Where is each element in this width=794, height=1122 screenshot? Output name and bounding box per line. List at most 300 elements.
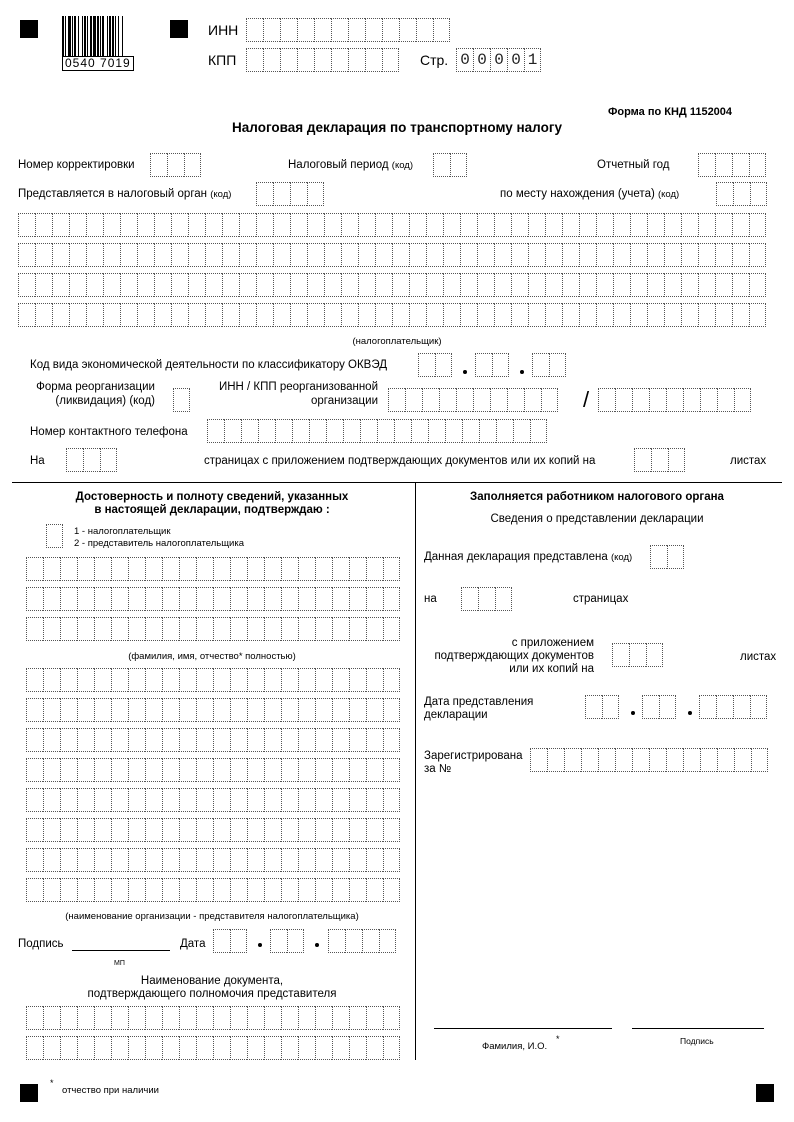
char-cell[interactable] [681, 303, 698, 327]
char-cell[interactable] [581, 748, 598, 772]
char-cell[interactable] [409, 213, 426, 237]
char-cell[interactable] [247, 1006, 264, 1030]
char-cell[interactable] [111, 788, 128, 812]
char-cell[interactable] [239, 243, 256, 267]
char-cell[interactable] [681, 273, 698, 297]
char-cell[interactable] [749, 243, 766, 267]
char-cell[interactable] [366, 617, 383, 641]
org-row[interactable] [26, 878, 400, 902]
char-cell[interactable] [383, 758, 400, 782]
char-cell[interactable] [145, 587, 162, 611]
char-cell[interactable] [196, 758, 213, 782]
char-cell[interactable] [145, 698, 162, 722]
char-cell[interactable] [264, 587, 281, 611]
char-cell[interactable] [120, 213, 137, 237]
char-cell[interactable] [171, 273, 188, 297]
char-cell[interactable] [145, 668, 162, 692]
char-cell[interactable] [646, 643, 663, 667]
char-cell[interactable] [562, 303, 579, 327]
char-cell[interactable] [315, 788, 332, 812]
char-cell[interactable] [332, 788, 349, 812]
char-cell[interactable] [349, 698, 366, 722]
org-row[interactable] [26, 788, 400, 812]
char-cell[interactable] [128, 617, 145, 641]
char-cell[interactable] [612, 643, 629, 667]
char-cell[interactable] [26, 1036, 43, 1060]
char-cell[interactable] [564, 748, 581, 772]
char-cell[interactable] [128, 818, 145, 842]
char-cell[interactable] [579, 273, 596, 297]
char-cell[interactable] [732, 303, 749, 327]
char-cell[interactable] [699, 695, 716, 719]
char-cell[interactable] [111, 758, 128, 782]
char-cell[interactable] [247, 668, 264, 692]
char-cell[interactable] [613, 243, 630, 267]
char-cell[interactable] [343, 419, 360, 443]
char-cell[interactable]: 0 [473, 48, 490, 72]
char-cell[interactable] [128, 728, 145, 752]
char-cell[interactable] [52, 273, 69, 297]
char-cell[interactable] [196, 698, 213, 722]
confirm-role-cells[interactable] [46, 524, 63, 548]
char-cell[interactable] [562, 273, 579, 297]
char-cell[interactable] [171, 213, 188, 237]
officer-fio-line[interactable] [434, 1028, 612, 1029]
char-cell[interactable] [332, 818, 349, 842]
char-cell[interactable] [324, 213, 341, 237]
char-cell[interactable] [145, 617, 162, 641]
char-cell[interactable] [77, 587, 94, 611]
char-cell[interactable] [162, 788, 179, 812]
org-row[interactable] [26, 698, 400, 722]
char-cell[interactable] [630, 213, 647, 237]
char-cell[interactable] [213, 1006, 230, 1030]
char-cell[interactable] [290, 243, 307, 267]
char-cell[interactable] [239, 273, 256, 297]
char-cell[interactable] [162, 668, 179, 692]
char-cell[interactable] [366, 1036, 383, 1060]
char-cell[interactable] [349, 848, 366, 872]
char-cell[interactable] [683, 388, 700, 412]
char-cell[interactable] [700, 388, 717, 412]
char-cell[interactable] [664, 213, 681, 237]
char-cell[interactable] [477, 303, 494, 327]
char-cell[interactable] [128, 1006, 145, 1030]
char-cell[interactable] [94, 617, 111, 641]
char-cell[interactable] [103, 213, 120, 237]
char-cell[interactable] [162, 617, 179, 641]
char-cell[interactable] [162, 758, 179, 782]
char-cell[interactable] [382, 48, 399, 72]
char-cell[interactable] [43, 728, 60, 752]
right-sheets-cells[interactable] [612, 643, 663, 667]
submission-month-cells[interactable] [642, 695, 676, 719]
char-cell[interactable] [315, 848, 332, 872]
char-cell[interactable] [196, 728, 213, 752]
char-cell[interactable] [94, 587, 111, 611]
char-cell[interactable] [60, 1036, 77, 1060]
char-cell[interactable] [383, 1006, 400, 1030]
char-cell[interactable] [26, 788, 43, 812]
char-cell[interactable] [111, 587, 128, 611]
org-row[interactable] [26, 758, 400, 782]
char-cell[interactable] [43, 758, 60, 782]
char-cell[interactable] [281, 728, 298, 752]
char-cell[interactable] [196, 848, 213, 872]
char-cell[interactable] [43, 878, 60, 902]
char-cell[interactable] [383, 698, 400, 722]
char-cell[interactable] [345, 929, 362, 953]
char-cell[interactable] [273, 273, 290, 297]
char-cell[interactable] [230, 1036, 247, 1060]
char-cell[interactable] [275, 419, 292, 443]
char-cell[interactable] [43, 788, 60, 812]
date-month-cells[interactable] [270, 929, 304, 953]
char-cell[interactable] [298, 668, 315, 692]
char-cell[interactable] [366, 758, 383, 782]
char-cell[interactable] [596, 243, 613, 267]
char-cell[interactable] [264, 848, 281, 872]
char-cell[interactable] [270, 929, 287, 953]
char-cell[interactable] [298, 728, 315, 752]
char-cell[interactable] [94, 848, 111, 872]
char-cell[interactable] [324, 273, 341, 297]
char-cell[interactable] [375, 213, 392, 237]
char-cell[interactable] [332, 728, 349, 752]
char-cell[interactable] [205, 273, 222, 297]
char-cell[interactable] [77, 788, 94, 812]
char-cell[interactable] [613, 303, 630, 327]
char-cell[interactable] [128, 698, 145, 722]
char-cell[interactable] [332, 668, 349, 692]
char-cell[interactable] [349, 668, 366, 692]
char-cell[interactable] [341, 243, 358, 267]
char-cell[interactable] [171, 303, 188, 327]
org-row[interactable] [26, 848, 400, 872]
char-cell[interactable] [383, 587, 400, 611]
char-cell[interactable] [443, 243, 460, 267]
char-cell[interactable] [162, 728, 179, 752]
char-cell[interactable] [562, 243, 579, 267]
tax-authority-code-cells[interactable] [256, 182, 324, 206]
char-cell[interactable] [43, 1036, 60, 1060]
char-cell[interactable] [69, 243, 86, 267]
char-cell[interactable] [188, 273, 205, 297]
char-cell[interactable] [230, 587, 247, 611]
char-cell[interactable] [511, 243, 528, 267]
char-cell[interactable] [388, 388, 405, 412]
char-cell[interactable] [716, 182, 733, 206]
submission-code-cells[interactable] [650, 545, 684, 569]
char-cell[interactable] [392, 213, 409, 237]
char-cell[interactable] [145, 848, 162, 872]
char-cell[interactable] [60, 587, 77, 611]
char-cell[interactable] [732, 273, 749, 297]
char-cell[interactable] [332, 758, 349, 782]
char-cell[interactable] [26, 668, 43, 692]
char-cell[interactable] [315, 818, 332, 842]
char-cell[interactable] [94, 668, 111, 692]
char-cell[interactable] [60, 788, 77, 812]
char-cell[interactable] [264, 698, 281, 722]
char-cell[interactable]: 1 [524, 48, 541, 72]
char-cell[interactable] [264, 788, 281, 812]
char-cell[interactable] [230, 1006, 247, 1030]
char-cell[interactable] [630, 243, 647, 267]
char-cell[interactable] [230, 668, 247, 692]
char-cell[interactable] [664, 243, 681, 267]
char-cell[interactable] [246, 18, 263, 42]
kpp-cells[interactable] [246, 48, 399, 72]
org-row[interactable] [26, 728, 400, 752]
char-cell[interactable] [630, 273, 647, 297]
char-cell[interactable] [256, 303, 273, 327]
char-cell[interactable] [145, 557, 162, 581]
char-cell[interactable] [60, 758, 77, 782]
char-cell[interactable] [222, 303, 239, 327]
char-cell[interactable] [315, 557, 332, 581]
char-cell[interactable] [77, 818, 94, 842]
char-cell[interactable] [366, 587, 383, 611]
fio-row[interactable] [26, 557, 400, 581]
char-cell[interactable] [383, 557, 400, 581]
char-cell[interactable] [307, 243, 324, 267]
date-year-cells[interactable] [328, 929, 396, 953]
char-cell[interactable] [196, 878, 213, 902]
char-cell[interactable] [358, 273, 375, 297]
fio-row[interactable] [26, 587, 400, 611]
char-cell[interactable] [528, 273, 545, 297]
char-cell[interactable] [732, 243, 749, 267]
char-cell[interactable] [315, 668, 332, 692]
char-cell[interactable] [715, 273, 732, 297]
char-cell[interactable] [247, 758, 264, 782]
char-cell[interactable]: 0 [456, 48, 473, 72]
char-cell[interactable] [649, 748, 666, 772]
char-cell[interactable] [18, 213, 35, 237]
char-cell[interactable] [162, 1036, 179, 1060]
char-cell[interactable] [247, 557, 264, 581]
char-cell[interactable] [315, 878, 332, 902]
char-cell[interactable] [120, 243, 137, 267]
char-cell[interactable] [103, 243, 120, 267]
char-cell[interactable] [154, 303, 171, 327]
char-cell[interactable] [77, 557, 94, 581]
char-cell[interactable] [460, 213, 477, 237]
char-cell[interactable] [52, 303, 69, 327]
char-cell[interactable] [196, 617, 213, 641]
char-cell[interactable] [290, 182, 307, 206]
char-cell[interactable] [428, 419, 445, 443]
char-cell[interactable] [375, 303, 392, 327]
char-cell[interactable] [328, 929, 345, 953]
char-cell[interactable] [324, 303, 341, 327]
char-cell[interactable] [111, 1006, 128, 1030]
char-cell[interactable] [358, 213, 375, 237]
char-cell[interactable] [273, 213, 290, 237]
char-cell[interactable] [332, 1006, 349, 1030]
char-cell[interactable] [426, 213, 443, 237]
char-cell[interactable] [634, 448, 651, 472]
char-cell[interactable] [383, 788, 400, 812]
char-cell[interactable] [647, 273, 664, 297]
char-cell[interactable] [179, 1036, 196, 1060]
char-cell[interactable] [196, 587, 213, 611]
char-cell[interactable] [596, 273, 613, 297]
char-cell[interactable] [681, 213, 698, 237]
char-cell[interactable] [111, 878, 128, 902]
char-cell[interactable] [43, 557, 60, 581]
char-cell[interactable] [281, 668, 298, 692]
char-cell[interactable] [94, 788, 111, 812]
char-cell[interactable] [315, 1036, 332, 1060]
char-cell[interactable] [77, 698, 94, 722]
char-cell[interactable] [224, 419, 241, 443]
char-cell[interactable] [281, 848, 298, 872]
char-cell[interactable] [602, 695, 619, 719]
char-cell[interactable] [60, 668, 77, 692]
char-cell[interactable] [530, 748, 547, 772]
char-cell[interactable] [615, 388, 632, 412]
char-cell[interactable] [667, 545, 684, 569]
char-cell[interactable] [128, 848, 145, 872]
char-cell[interactable] [196, 788, 213, 812]
char-cell[interactable] [247, 1036, 264, 1060]
char-cell[interactable] [230, 848, 247, 872]
char-cell[interactable] [331, 48, 348, 72]
char-cell[interactable] [86, 243, 103, 267]
char-cell[interactable] [264, 818, 281, 842]
char-cell[interactable] [298, 698, 315, 722]
char-cell[interactable] [111, 848, 128, 872]
char-cell[interactable] [315, 728, 332, 752]
char-cell[interactable] [698, 273, 715, 297]
char-cell[interactable] [445, 419, 462, 443]
char-cell[interactable] [145, 818, 162, 842]
char-cell[interactable] [331, 18, 348, 42]
char-cell[interactable] [366, 788, 383, 812]
char-cell[interactable] [349, 728, 366, 752]
phone-cells[interactable] [207, 419, 547, 443]
char-cell[interactable] [128, 788, 145, 812]
char-cell[interactable] [35, 213, 52, 237]
char-cell[interactable] [94, 758, 111, 782]
auth-doc-row[interactable] [26, 1036, 400, 1060]
char-cell[interactable] [247, 878, 264, 902]
char-cell[interactable] [213, 848, 230, 872]
char-cell[interactable] [733, 695, 750, 719]
char-cell[interactable] [94, 1036, 111, 1060]
char-cell[interactable] [298, 878, 315, 902]
char-cell[interactable] [111, 728, 128, 752]
char-cell[interactable] [26, 617, 43, 641]
char-cell[interactable] [377, 419, 394, 443]
char-cell[interactable] [341, 273, 358, 297]
char-cell[interactable] [145, 728, 162, 752]
char-cell[interactable]: 0 [507, 48, 524, 72]
char-cell[interactable] [297, 48, 314, 72]
char-cell[interactable] [298, 617, 315, 641]
char-cell[interactable] [596, 213, 613, 237]
char-cell[interactable] [100, 448, 117, 472]
char-cell[interactable] [511, 273, 528, 297]
char-cell[interactable] [383, 878, 400, 902]
char-cell[interactable] [26, 758, 43, 782]
char-cell[interactable] [375, 273, 392, 297]
char-cell[interactable] [443, 273, 460, 297]
char-cell[interactable] [69, 303, 86, 327]
char-cell[interactable] [315, 587, 332, 611]
char-cell[interactable] [596, 303, 613, 327]
char-cell[interactable] [545, 213, 562, 237]
char-cell[interactable] [43, 617, 60, 641]
char-cell[interactable] [111, 617, 128, 641]
taxpayer-name-row[interactable] [18, 303, 766, 327]
correction-number-cells[interactable] [150, 153, 201, 177]
char-cell[interactable] [433, 18, 450, 42]
char-cell[interactable] [715, 213, 732, 237]
char-cell[interactable] [241, 419, 258, 443]
char-cell[interactable] [103, 273, 120, 297]
char-cell[interactable] [247, 617, 264, 641]
char-cell[interactable] [258, 419, 275, 443]
char-cell[interactable] [52, 243, 69, 267]
char-cell[interactable] [298, 1006, 315, 1030]
char-cell[interactable] [213, 617, 230, 641]
char-cell[interactable] [613, 273, 630, 297]
char-cell[interactable] [681, 243, 698, 267]
char-cell[interactable] [77, 668, 94, 692]
char-cell[interactable] [26, 878, 43, 902]
char-cell[interactable] [263, 18, 280, 42]
char-cell[interactable] [137, 243, 154, 267]
char-cell[interactable] [205, 243, 222, 267]
char-cell[interactable] [405, 388, 422, 412]
char-cell[interactable] [494, 213, 511, 237]
char-cell[interactable] [239, 213, 256, 237]
char-cell[interactable] [273, 243, 290, 267]
char-cell[interactable] [734, 748, 751, 772]
char-cell[interactable] [650, 545, 667, 569]
char-cell[interactable] [162, 1006, 179, 1030]
char-cell[interactable] [247, 818, 264, 842]
char-cell[interactable] [26, 848, 43, 872]
char-cell[interactable] [326, 419, 343, 443]
date-day-cells[interactable] [213, 929, 247, 953]
fio-row[interactable] [26, 617, 400, 641]
char-cell[interactable] [349, 587, 366, 611]
char-cell[interactable] [287, 929, 304, 953]
char-cell[interactable] [349, 1006, 366, 1030]
char-cell[interactable] [562, 213, 579, 237]
char-cell[interactable] [717, 388, 734, 412]
char-cell[interactable] [392, 243, 409, 267]
char-cell[interactable] [83, 448, 100, 472]
char-cell[interactable] [162, 698, 179, 722]
char-cell[interactable] [315, 1006, 332, 1030]
char-cell[interactable] [383, 1036, 400, 1060]
char-cell[interactable] [307, 182, 324, 206]
char-cell[interactable] [179, 698, 196, 722]
char-cell[interactable] [77, 1036, 94, 1060]
char-cell[interactable] [26, 818, 43, 842]
char-cell[interactable] [598, 748, 615, 772]
char-cell[interactable] [256, 273, 273, 297]
char-cell[interactable] [524, 388, 541, 412]
char-cell[interactable] [664, 303, 681, 327]
char-cell[interactable] [366, 878, 383, 902]
char-cell[interactable] [435, 353, 452, 377]
